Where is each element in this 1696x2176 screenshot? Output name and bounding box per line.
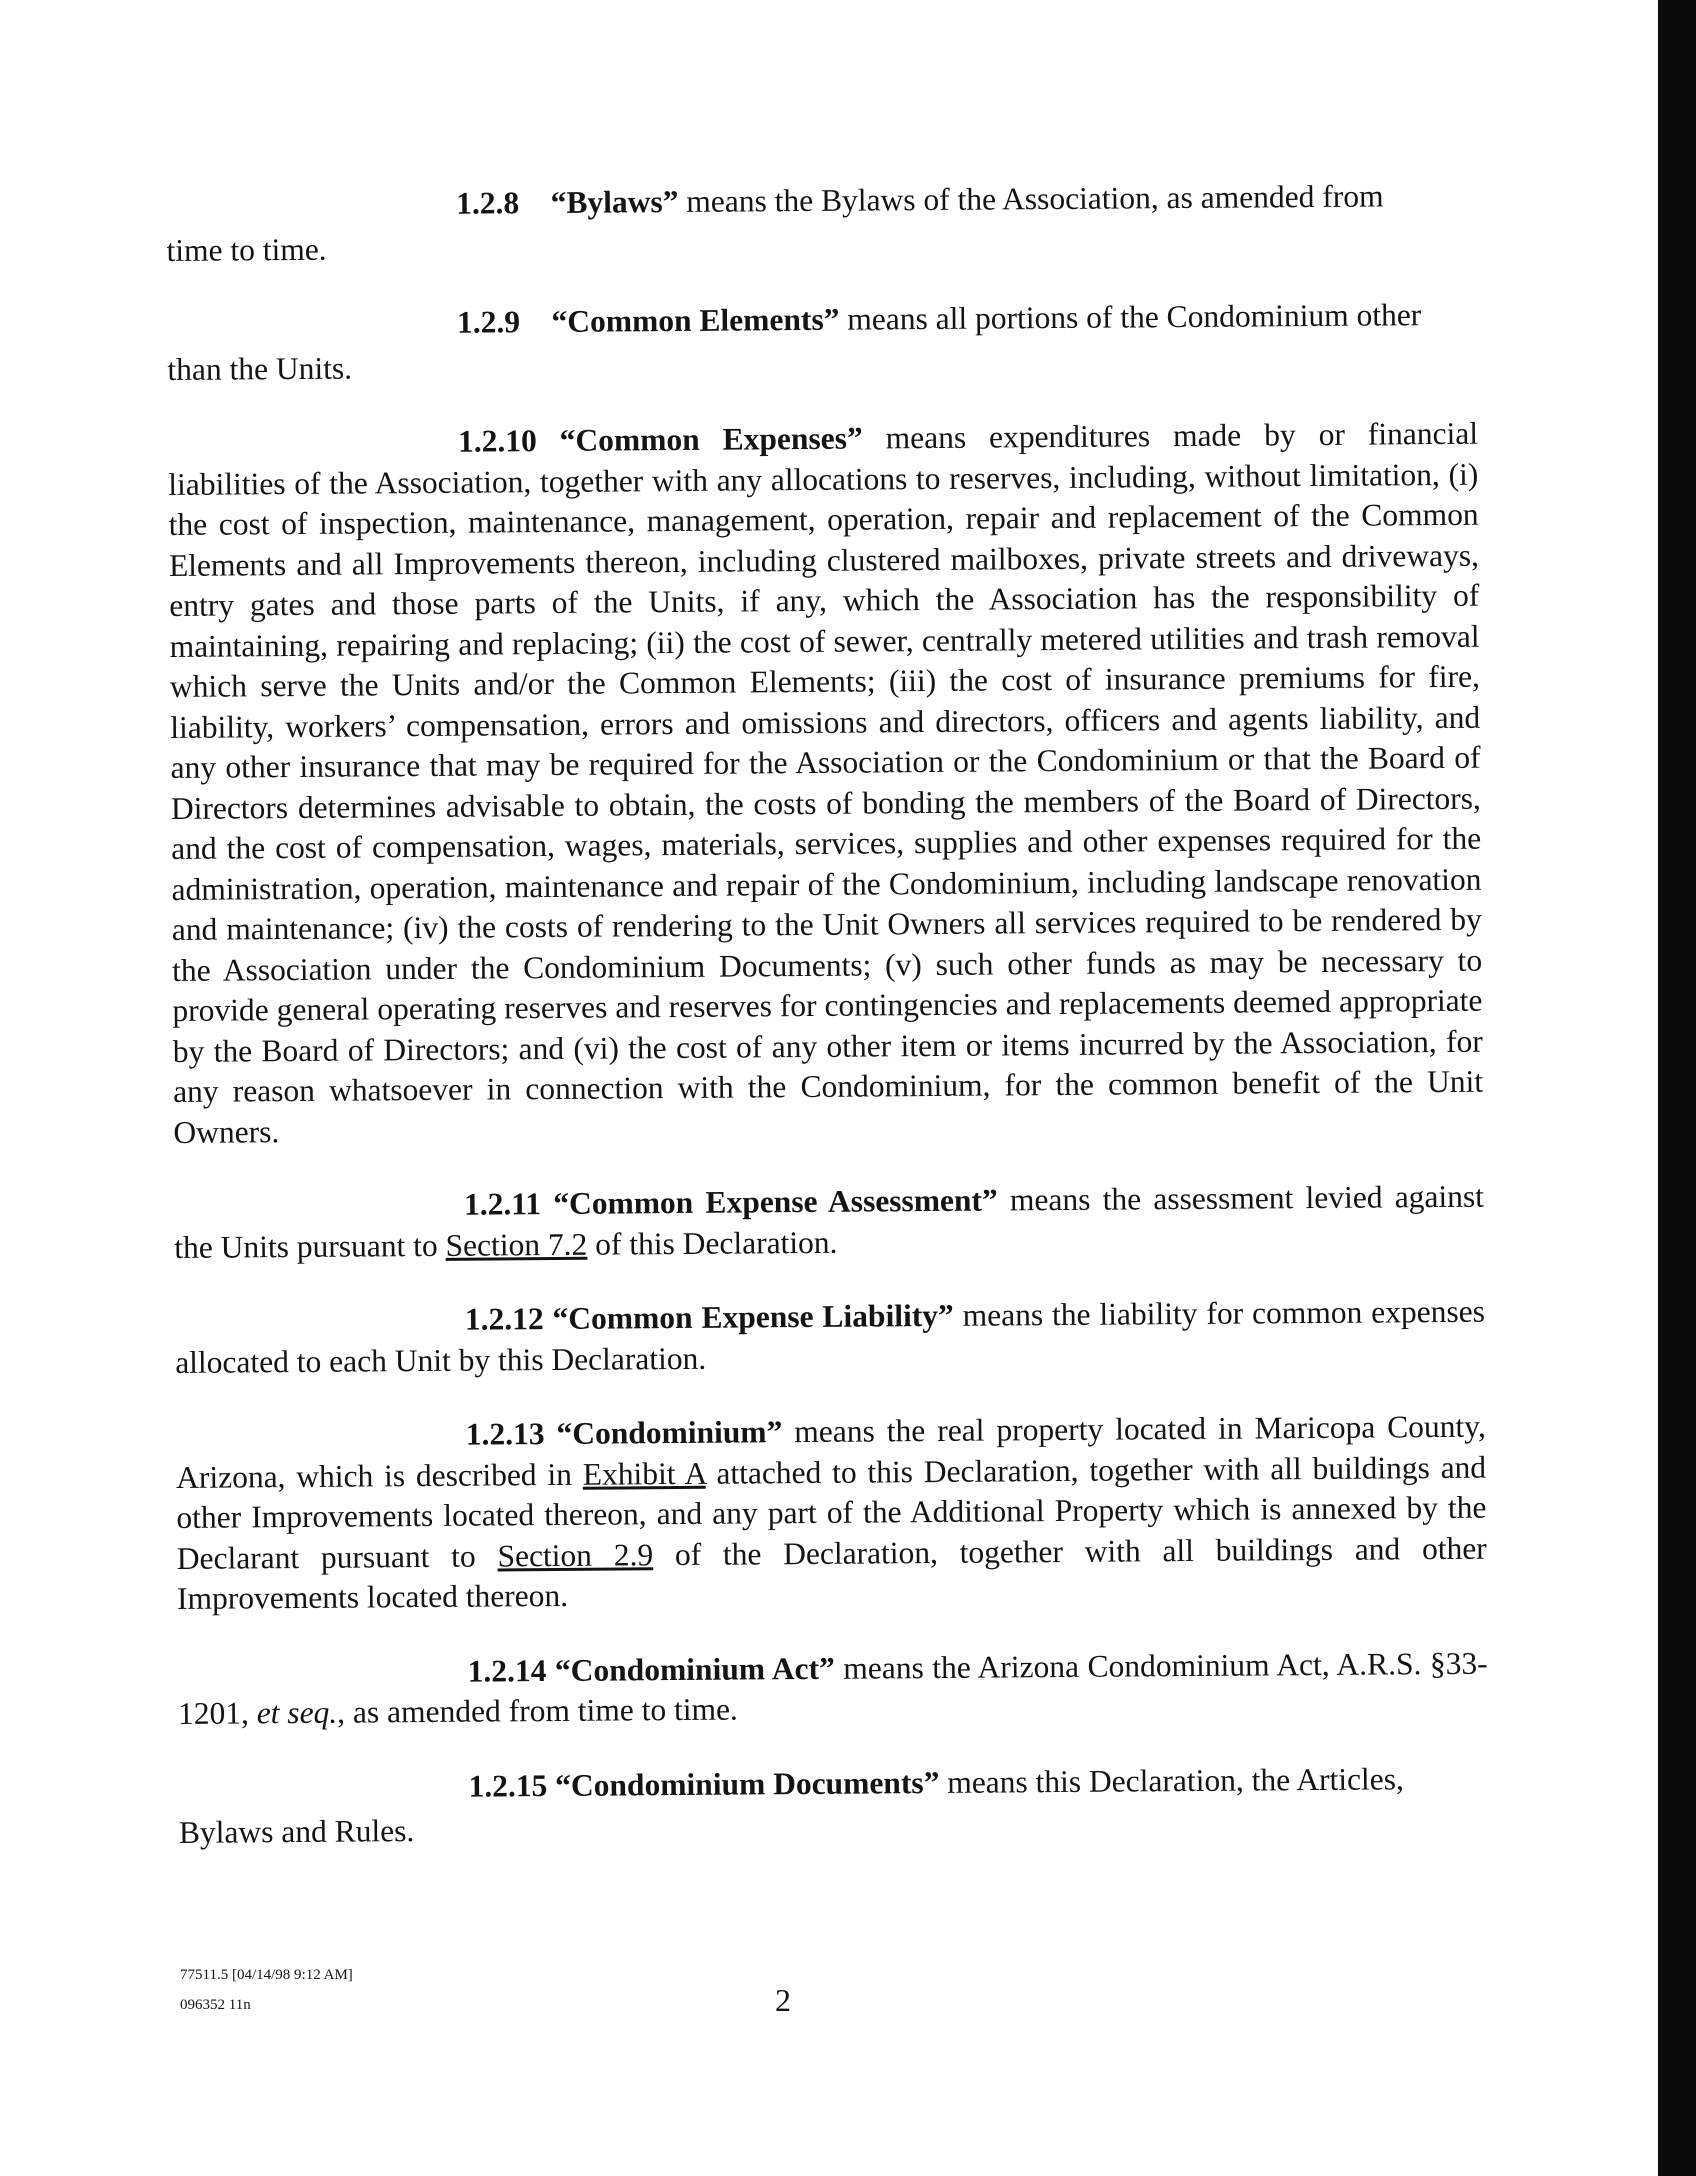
definition-1-2-9 — [167, 295, 1478, 390]
defined-term: “Common Expense Assessment” — [553, 1182, 998, 1221]
definition-1-2-8 — [166, 176, 1477, 271]
definition-number: 1.2.12 — [464, 1301, 544, 1337]
section-reference: Section 7.2 — [445, 1226, 588, 1263]
definition-1-2-14 — [178, 1643, 1489, 1734]
definition-number: 1.2.13 — [465, 1416, 545, 1452]
definition-text-after: , as amended from time to time. — [337, 1691, 738, 1730]
definition-number: 1.2.8 — [456, 185, 520, 221]
file-code: 096352 11n — [180, 1997, 251, 2013]
page-number: 2 — [775, 1982, 791, 2018]
document-body — [166, 176, 1489, 1888]
definition-text-middle: attached to this Declaration, together with all buildings and other Improvements located thereon, and any part of the Additional Property which is annexed by the Declarant pursuant to — [176, 1449, 1487, 1576]
defined-term: “Common Expense Liability” — [552, 1297, 954, 1336]
definition-number: 1.2.10 — [457, 423, 537, 459]
definition-text-after: of this Declaration. — [587, 1224, 838, 1262]
latin-phrase: et seq. — [256, 1694, 338, 1731]
defined-term: “Condominium” — [556, 1414, 783, 1451]
definition-text: means the liability for common expenses allocated to each Unit by this Declaration. — [175, 1293, 1486, 1380]
defined-term: “Common Expenses” — [559, 420, 863, 458]
defined-term: “Condominium Act” — [554, 1650, 835, 1688]
defined-term: “Bylaws” — [550, 183, 679, 220]
definition-text-after: of the Declaration, together with all buildings and other Improvements located thereon. — [176, 1530, 1487, 1616]
definition-text: means the Arizona Condominium Act, A.R.S. §33-1201, — [177, 1645, 1488, 1731]
definition-text: means the Bylaws of the Association, as amended from — [678, 178, 1384, 219]
defined-term: “Common Elements” — [551, 301, 840, 339]
definition-number: 1.2.14 — [467, 1652, 547, 1689]
section-reference: Section 2.9 — [497, 1536, 654, 1573]
document-footer — [180, 1960, 353, 2020]
definition-1-2-12 — [175, 1292, 1486, 1383]
definition-number: 1.2.9 — [456, 304, 521, 340]
definition-text: means all portions of the Condominium other — [839, 297, 1422, 337]
definition-continuation: Bylaws and Rules. — [178, 1813, 415, 1850]
scan-edge-bar — [1658, 0, 1696, 2176]
definition-text: means the assessment levied against the Units pursuant to — [174, 1178, 1485, 1265]
definition-number: 1.2.15 — [468, 1767, 548, 1804]
definition-text: means the real property located in Maricopa County, Arizona, which is described in — [176, 1408, 1486, 1495]
document-id: 77511.5 [04/14/98 9:12 AM] — [180, 1967, 353, 1983]
definition-1-2-15 — [178, 1758, 1489, 1853]
definition-1-2-10 — [168, 414, 1484, 1153]
exhibit-reference: Exhibit A — [582, 1455, 706, 1492]
defined-term: “Condominium Documents” — [555, 1764, 940, 1803]
definition-1-2-13 — [176, 1407, 1488, 1620]
definition-text: means this Declaration, the Articles, — [939, 1760, 1404, 1800]
definition-1-2-11 — [174, 1177, 1485, 1268]
definition-continuation: than the Units. — [167, 350, 353, 387]
definition-continuation: time to time. — [166, 231, 327, 268]
definition-text: means expenditures made by or financial liabilities of the Association, together with any allocations to reserves, including, without limitation, (i) the cost of inspection, maintenance, management, operation, repair and replacement of the Common Elements and all Improvements thereon, including clustered mailboxes, private streets and driveways, entry gates and those parts of the Units, if any, which the Association has the responsibility of maintaining, repairing and replacing; (ii) the cost of sewer, centrally metered utilities and trash removal which serve the Units and/or the Common Elements; (iii) the cost of insurance premiums for fire, liability, workers’ compensation, errors and omissions and directors, officers and agents liability, and any other insurance that may be required for the Association or the Condominium or that the Board of Directors determines advisable to obtain, the costs of bonding the members of the Board of Directors, and the cost of compensation, wages, materials, services, supplies and other expenses required for the administration, operation, maintenance and repair of the Condominium, including landscape renovation and maintenance; (iv) the costs of rendering to the Unit Owners all services required to be rendered by the Association under the Condominium Documents; (v) such other funds as may be necessary to provide general operating reserves and reserves for contingencies and replacements deemed appropriate by the Board of Directors; and (vi) the cost of any other item or items incurred by the Association, for any reason whatsoever in connection with the Condominium, for the common benefit of the Unit Owners. — [168, 415, 1484, 1150]
definition-number: 1.2.11 — [463, 1186, 542, 1222]
